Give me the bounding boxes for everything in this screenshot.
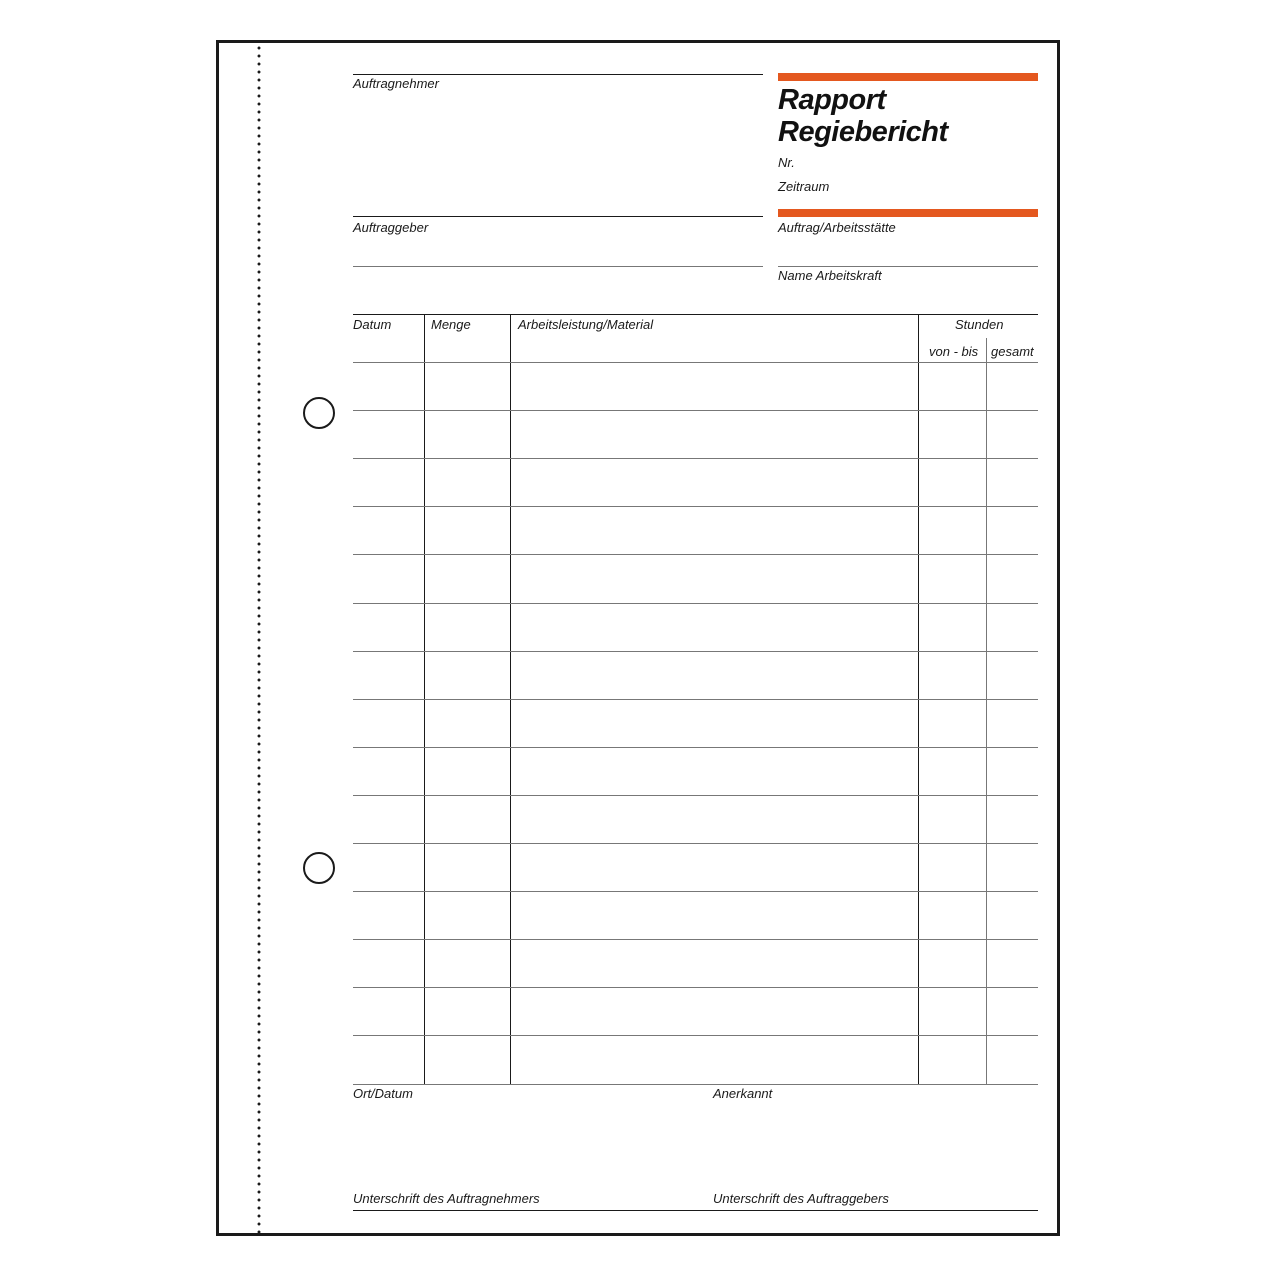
signature-auftraggeber-label: Unterschrift des Auftraggebers: [713, 1191, 889, 1206]
signature-line: [353, 1210, 1038, 1211]
table-cell-gesamt[interactable]: [986, 892, 1038, 938]
table-cell-arbeitsleistung[interactable]: [510, 748, 918, 794]
table-cell-menge[interactable]: [424, 892, 510, 938]
table-cell-arbeitsleistung[interactable]: [510, 507, 918, 553]
col-header-menge: Menge: [431, 317, 471, 332]
auftrag-field[interactable]: [778, 238, 1038, 266]
table-cell-von-bis[interactable]: [918, 1036, 986, 1082]
table-cell-datum[interactable]: [353, 892, 424, 938]
table-cell-gesamt[interactable]: [986, 988, 1038, 1034]
table-cell-menge[interactable]: [424, 940, 510, 986]
table-cell-datum[interactable]: [353, 988, 424, 1034]
auftraggeber-line: [353, 216, 763, 217]
table-cell-gesamt[interactable]: [986, 796, 1038, 842]
table-cell-gesamt[interactable]: [986, 555, 1038, 601]
table-cell-menge[interactable]: [424, 507, 510, 553]
table-cell-gesamt[interactable]: [986, 844, 1038, 890]
table-cell-datum[interactable]: [353, 555, 424, 601]
auftragnehmer-field[interactable]: [353, 94, 763, 212]
table-top-border: [353, 314, 1038, 315]
punch-hole-top: [303, 397, 335, 429]
table-cell-gesamt[interactable]: [986, 363, 1038, 409]
table-cell-menge[interactable]: [424, 411, 510, 457]
table-cell-von-bis[interactable]: [918, 748, 986, 794]
name-arbeitskraft-label: Name Arbeitskraft: [778, 268, 882, 283]
ort-datum-field[interactable]: [353, 1104, 693, 1190]
col-header-datum: Datum: [353, 317, 392, 332]
zeitraum-field[interactable]: [834, 176, 1038, 200]
accent-bar-bottom: [778, 209, 1038, 217]
table-cell-von-bis[interactable]: [918, 411, 986, 457]
table-cell-gesamt[interactable]: [986, 700, 1038, 746]
table-cell-menge[interactable]: [424, 748, 510, 794]
perforation-line: [257, 44, 261, 1236]
table-cell-von-bis[interactable]: [918, 652, 986, 698]
table-cell-gesamt[interactable]: [986, 652, 1038, 698]
table-cell-gesamt[interactable]: [986, 1036, 1038, 1082]
auftraggeber-underline: [353, 266, 763, 267]
punch-hole-bottom: [303, 852, 335, 884]
table-cell-arbeitsleistung[interactable]: [510, 1036, 918, 1082]
auftraggeber-label: Auftraggeber: [353, 220, 429, 235]
table-cell-datum[interactable]: [353, 411, 424, 457]
table-cell-menge[interactable]: [424, 363, 510, 409]
table-cell-von-bis[interactable]: [918, 988, 986, 1034]
accent-bar-top: [778, 73, 1038, 81]
table-cell-arbeitsleistung[interactable]: [510, 892, 918, 938]
table-cell-datum[interactable]: [353, 363, 424, 409]
table-cell-datum[interactable]: [353, 459, 424, 505]
table-row-line: [353, 1084, 1038, 1085]
nr-field[interactable]: [800, 152, 1038, 172]
table-cell-gesamt[interactable]: [986, 604, 1038, 650]
table-cell-von-bis[interactable]: [918, 507, 986, 553]
table-cell-von-bis[interactable]: [918, 363, 986, 409]
anerkannt-label: Anerkannt: [713, 1086, 773, 1101]
form-title-regiebericht: Regiebericht: [778, 116, 948, 148]
table-cell-arbeitsleistung[interactable]: [510, 555, 918, 601]
anerkannt-field[interactable]: [713, 1104, 1038, 1190]
zeitraum-label: Zeitraum: [778, 179, 830, 194]
table-cell-menge[interactable]: [424, 844, 510, 890]
auftragnehmer-line: [353, 74, 763, 75]
table-cell-menge[interactable]: [424, 459, 510, 505]
col-header-gesamt: gesamt: [991, 344, 1034, 359]
table-cell-von-bis[interactable]: [918, 700, 986, 746]
ort-datum-label: Ort/Datum: [353, 1086, 413, 1101]
table-cell-datum[interactable]: [353, 700, 424, 746]
auftragnehmer-label: Auftragnehmer: [353, 76, 439, 91]
form-title-rapport: Rapport: [778, 84, 886, 116]
table-cell-von-bis[interactable]: [918, 459, 986, 505]
table-cell-arbeitsleistung[interactable]: [510, 652, 918, 698]
table-cell-menge[interactable]: [424, 604, 510, 650]
name-arbeitskraft-field[interactable]: [880, 266, 1038, 290]
table-cell-datum[interactable]: [353, 1036, 424, 1082]
table-cell-datum[interactable]: [353, 940, 424, 986]
signature-auftragnehmer-label: Unterschrift des Auftragnehmers: [353, 1191, 540, 1206]
table-cell-arbeitsleistung[interactable]: [510, 988, 918, 1034]
nr-label: Nr.: [778, 155, 795, 170]
table-cell-datum[interactable]: [353, 652, 424, 698]
auftraggeber-field[interactable]: [353, 238, 763, 266]
col-header-arbeitsleistung: Arbeitsleistung/Material: [518, 317, 654, 332]
table-cell-menge[interactable]: [424, 1036, 510, 1082]
auftrag-label: Auftrag/Arbeitsstätte: [778, 220, 896, 235]
table-cell-von-bis[interactable]: [918, 555, 986, 601]
table-cell-arbeitsleistung[interactable]: [510, 604, 918, 650]
table-cell-arbeitsleistung[interactable]: [510, 844, 918, 890]
table-cell-von-bis[interactable]: [918, 796, 986, 842]
table-cell-menge[interactable]: [424, 796, 510, 842]
table-cell-datum[interactable]: [353, 604, 424, 650]
table-cell-menge[interactable]: [424, 988, 510, 1034]
table-cell-gesamt[interactable]: [986, 411, 1038, 457]
table-cell-gesamt[interactable]: [986, 507, 1038, 553]
table-cell-von-bis[interactable]: [918, 892, 986, 938]
table-cell-menge[interactable]: [424, 700, 510, 746]
col-header-von-bis: von - bis: [929, 344, 979, 359]
table-cell-gesamt[interactable]: [986, 940, 1038, 986]
table-cell-arbeitsleistung[interactable]: [510, 459, 918, 505]
table-cell-arbeitsleistung[interactable]: [510, 940, 918, 986]
table-cell-datum[interactable]: [353, 796, 424, 842]
table-cell-von-bis[interactable]: [918, 604, 986, 650]
table-cell-datum[interactable]: [353, 507, 424, 553]
table-cell-arbeitsleistung[interactable]: [510, 796, 918, 842]
table-cell-gesamt[interactable]: [986, 459, 1038, 505]
col-header-stunden: Stunden: [955, 317, 1004, 332]
table-cell-datum[interactable]: [353, 748, 424, 794]
table-cell-von-bis[interactable]: [918, 940, 986, 986]
table-cell-arbeitsleistung[interactable]: [510, 700, 918, 746]
table-cell-menge[interactable]: [424, 652, 510, 698]
table-cell-arbeitsleistung[interactable]: [510, 363, 918, 409]
table-cell-datum[interactable]: [353, 844, 424, 890]
table-cell-von-bis[interactable]: [918, 844, 986, 890]
table-cell-arbeitsleistung[interactable]: [510, 411, 918, 457]
table-cell-menge[interactable]: [424, 555, 510, 601]
table-cell-gesamt[interactable]: [986, 748, 1038, 794]
